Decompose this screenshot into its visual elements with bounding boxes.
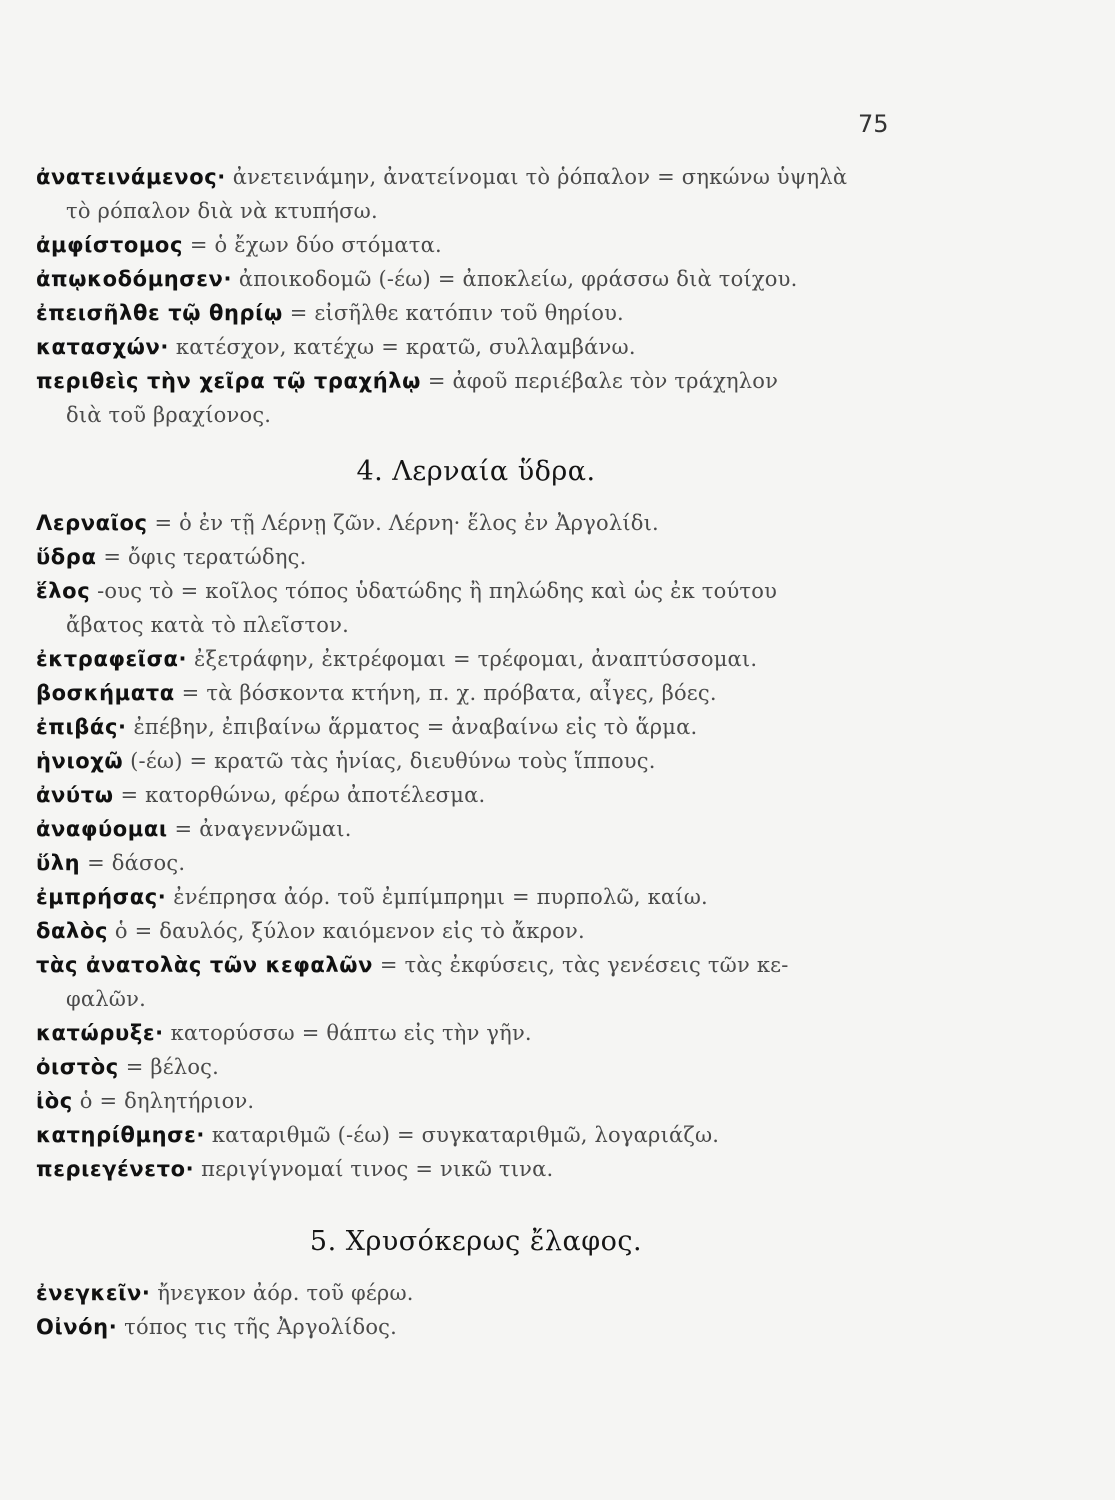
- section-heading: 5. Χρυσόκερως ἔλαφος.: [309, 1226, 643, 1257]
- glossary-entry: [36, 880, 916, 914]
- entry-continuation: τὸ ρόπαλον διὰ νὰ κτυπήσω.: [66, 199, 378, 223]
- entry-term: Οἰνόη·: [36, 1315, 118, 1339]
- entry-term: περιθεὶς τὴν χεῖρα τῷ τραχήλῳ: [36, 369, 421, 393]
- entry-term: ἀμφίστομος: [36, 233, 184, 257]
- entry-definition: καταριθμῶ (-έω) = συγκαταριθμῶ, λογαριάζω.: [204, 1123, 720, 1147]
- section-heading: 4. Λερναία ὕδρα.: [356, 456, 596, 487]
- glossary-entry: [36, 330, 916, 364]
- glossary-entry: [36, 1276, 916, 1310]
- entry-definition: = βέλος.: [118, 1055, 219, 1079]
- glossary-entry: [36, 160, 916, 228]
- entry-continuation: ἄβατος κατὰ τὸ πλεῖστον.: [66, 613, 349, 637]
- entry-definition: ἐνέπρησα ἀόρ. τοῦ ἐμπίμπρημι = πυρπολῶ, καίω.: [166, 885, 708, 909]
- entry-definition: = ἀναγεννῶμαι.: [167, 817, 352, 841]
- entry-definition: (-έω) = κρατῶ τὰς ἡνίας, διευθύνω τοὺς ἵππους.: [123, 749, 656, 773]
- entry-term: ἀπῳκοδόμησεν·: [36, 267, 233, 291]
- entry-continuation: διὰ τοῦ βραχίονος.: [66, 403, 272, 427]
- intro-glossary: [36, 160, 916, 432]
- entry-definition: = δάσος.: [80, 851, 186, 875]
- entry-term: ἡνιοχῶ: [36, 749, 124, 773]
- entry-definition: ἐξετράφην, ἐκτρέφομαι = τρέφομαι, ἀναπτύσσομαι.: [187, 647, 758, 671]
- entry-term: περιεγένετο·: [36, 1157, 195, 1181]
- glossary-entry: [36, 710, 916, 744]
- entry-definition: = εἰσῆλθε κατόπιν τοῦ θηρίου.: [282, 301, 624, 325]
- entry-definition: κατέσχον, κατέχω = κρατῶ, συλλαμβάνω.: [169, 335, 636, 359]
- entry-term: ἐμπρήσας·: [36, 885, 167, 909]
- entry-definition: ἀνετεινάμην, ἀνατείνομαι τὸ ῥόπαλον = σηκώνω ὑψηλὰ: [225, 165, 848, 189]
- glossary-entry: [36, 1084, 916, 1118]
- glossary-entry: [36, 1310, 916, 1344]
- entry-term: ἐπεισῆλθε τῷ θηρίῳ: [36, 301, 283, 325]
- entry-definition: ἐπέβην, ἐπιβαίνω ἅρματος = ἀναβαίνω εἰς τὸ ἅρμα.: [126, 715, 698, 739]
- entry-definition: ὁ = δαυλός, ξύλον καιόμενον εἰς τὸ ἄκρον.: [108, 919, 585, 943]
- section-4: [36, 452, 916, 1186]
- entry-term: ἐπιβάς·: [36, 715, 127, 739]
- glossary-entry: [36, 1152, 916, 1186]
- entry-term: ἐνεγκεῖν·: [36, 1281, 151, 1305]
- glossary-entry: [36, 228, 916, 262]
- glossary-entry: [36, 296, 916, 330]
- entry-term: ὕδρα: [36, 545, 97, 569]
- entry-term: ἕλος: [36, 579, 91, 603]
- entry-definition: -ους τὸ = κοῖλος τόπος ὑδατώδης ἢ πηλώδης καὶ ὡς ἐκ τούτου: [90, 579, 778, 603]
- entry-term: κατηρίθμησε·: [36, 1123, 205, 1147]
- entry-definition: κατορύσσω = θάπτω εἰς τὴν γῆν.: [163, 1021, 532, 1045]
- glossary-entry: [36, 1050, 916, 1084]
- glossary-entry: [36, 574, 916, 642]
- entry-definition: = τὰ βόσκοντα κτήνη, π. χ. πρόβατα, αἶγες, βόες.: [174, 681, 717, 705]
- section-5: [36, 1222, 916, 1344]
- glossary-entry: [36, 744, 916, 778]
- entry-term: ἀναφύομαι: [36, 817, 168, 841]
- entry-term: Λερναῖος: [36, 511, 148, 535]
- glossary-entry: [36, 778, 916, 812]
- entry-term: ἀνύτω: [36, 783, 114, 807]
- glossary-list: [36, 1276, 916, 1344]
- entry-definition: = ὁ ἔχων δύο στόματα.: [183, 233, 442, 257]
- entry-term: ὀιστὸς: [36, 1055, 119, 1079]
- entry-definition: = κατορθώνω, φέρω ἀποτέλεσμα.: [113, 783, 486, 807]
- entry-term: κατώρυξε·: [36, 1021, 164, 1045]
- glossary-list: [36, 506, 916, 1186]
- glossary-entry: [36, 676, 916, 710]
- entry-term: ἐκτραφεῖσα·: [36, 647, 188, 671]
- glossary-entry: [36, 1016, 916, 1050]
- entry-definition: ἤνεγκον ἀόρ. τοῦ φέρω.: [150, 1281, 414, 1305]
- entry-term: βοσκήματα: [36, 681, 175, 705]
- glossary-entry: [36, 914, 916, 948]
- glossary-entry: [36, 642, 916, 676]
- entry-term: τὰς ἀνατολὰς τῶν κεφαλῶν: [36, 953, 374, 977]
- entry-term: κατασχών·: [36, 335, 170, 359]
- entry-definition: ἀποικοδομῶ (-έω) = ἀποκλείω, φράσσω διὰ τοίχου.: [232, 267, 798, 291]
- page-number: 75: [858, 110, 889, 138]
- entry-continuation: φαλῶν.: [66, 987, 146, 1011]
- glossary-entry: [36, 506, 916, 540]
- glossary-entry: [36, 812, 916, 846]
- glossary-entry: [36, 948, 916, 1016]
- glossary-entry: [36, 846, 916, 880]
- glossary-entry: [36, 262, 916, 296]
- glossary-entry: [36, 1118, 916, 1152]
- entry-definition: = ἀφοῦ περιέβαλε τὸν τράχηλον: [421, 369, 779, 393]
- entry-definition: = ὁ ἐν τῇ Λέρνῃ ζῶν. Λέρνη· ἕλος ἐν Ἀργολίδι.: [147, 511, 659, 535]
- entry-term: δαλὸς: [36, 919, 109, 943]
- entry-definition: = ὄφις τερατώδης.: [96, 545, 307, 569]
- entry-term: ἰὸς: [36, 1089, 73, 1113]
- entry-definition: περιγίγνομαί τινος = νικῶ τινα.: [194, 1157, 554, 1181]
- glossary-entry: [36, 364, 916, 432]
- entry-definition: τόπος τις τῆς Ἀργολίδος.: [117, 1315, 398, 1339]
- entry-term: ὕλη: [36, 851, 81, 875]
- glossary-entry: [36, 540, 916, 574]
- entry-term: ἀνατεινάμενος·: [36, 165, 226, 189]
- entry-definition: ὁ = δηλητήριον.: [72, 1089, 255, 1113]
- entry-definition: = τὰς ἐκφύσεις, τὰς γενέσεις τῶν κε-: [373, 953, 789, 977]
